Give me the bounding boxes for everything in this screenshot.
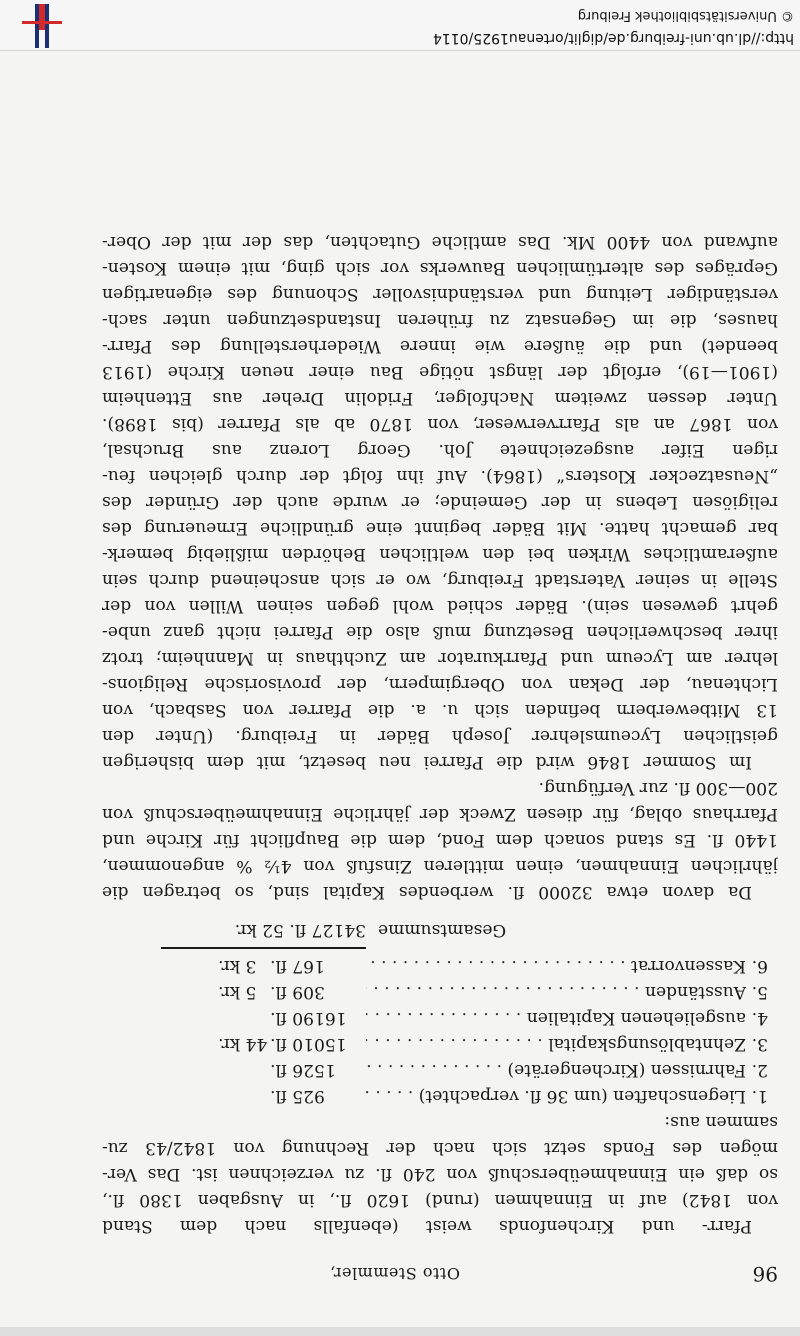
row-label: Liegenschaften (um 36 fl. verpachtet) . . . <box>366 1083 746 1109</box>
text-line: 200—300 fl. zur Verfügung. <box>538 778 778 798</box>
row-florin: 15010 fl. <box>270 1034 347 1054</box>
row-florin: 1526 fl. <box>270 1060 336 1080</box>
table-row <box>102 1083 778 1109</box>
row-kreuzer: 3 kr. <box>218 956 257 976</box>
text-line: Stelle in seiner Vaterstadt Freiburg, wo er sich anscheinend durch sein <box>102 570 778 590</box>
text-line: gehrt gewesen sein). Bäder schied wohl gegen seinen Willen von der <box>102 596 778 616</box>
row-number: 5. <box>751 982 768 1002</box>
text-line: beendet) und die äußere wie innere Wiederherstellung des Pfarr- <box>102 336 778 356</box>
text-line: ihrer beschwerlichen Besetzung muß also die Pfarrei nicht ganz unbe- <box>102 622 778 642</box>
copyright-notice: © Universitätsbibliothek Freiburg <box>577 8 794 23</box>
row-kreuzer <box>218 1083 270 1109</box>
row-florin: 925 fl. <box>270 1086 325 1106</box>
library-logo-icon <box>20 4 64 48</box>
text-line: (1901—19), erfolgt der längst nötige Bau einer neuen Kirche (1913 <box>102 362 778 382</box>
spacer <box>102 905 778 917</box>
table-total-row <box>102 917 778 943</box>
text-line: von 1867 an als Pfarrverweser, von 1870 ab als Pfarrer (bis 1898). <box>102 414 778 434</box>
text-line: Lichtenau, der Dekan von Obergimpern, der provisorische Religions- <box>102 674 778 694</box>
row-number: 4. <box>751 1008 768 1028</box>
row-florin: 167 fl. <box>270 956 325 976</box>
row-number: 1. <box>751 1086 768 1106</box>
text-line: 13 Mitbewerbern befinden sich u. a. die Pfarrer von Sasbach, von <box>102 700 778 720</box>
page-body <box>102 229 778 1239</box>
total-value: 34127 fl. 52 kr. <box>234 920 366 940</box>
row-florin: 309 fl. <box>270 982 325 1002</box>
text-line: 1440 fl. Es stand sonach dem Fond, dem die Baupflicht für Kirche und <box>102 830 778 850</box>
text-line: jährlichen Einnahmen, einen mittleren Zinsfuß von 4½ % angenommen, <box>102 856 778 876</box>
viewer-banner <box>0 0 800 51</box>
assets-table <box>102 917 778 1109</box>
text-line: Da davon etwa 32000 fl. werbendes Kapital sind, so betragen die <box>102 882 752 902</box>
table-row <box>102 979 778 1005</box>
row-number: 3. <box>751 1034 768 1054</box>
text-line: verständiger Leitung und verständnisvoller Schonung des eigenartigen <box>102 284 778 304</box>
page-edge <box>0 1327 800 1336</box>
text-line: Pfarr- und Kirchenfonds weist (ebenfalls nach dem Stand <box>102 1216 752 1236</box>
page-number: 96 <box>752 1262 778 1286</box>
row-label: Fahrnissen (Kirchengeräte) . . . <box>366 1057 746 1083</box>
source-url[interactable]: http://dl.ub.uni-freiburg.de/diglit/ortenau1925/0114 <box>432 30 794 46</box>
text-line: religiösen Lebens in der Gemeinde; er wurde auch der Gründer des <box>102 492 778 512</box>
row-label: Kassenvorrat . . . <box>366 953 746 979</box>
text-line: Pfarrhaus oblag, für diesen Zweck der jährliche Einnahmeüberschuß von <box>102 804 778 824</box>
paragraph-income <box>102 775 778 905</box>
row-kreuzer <box>218 1005 270 1031</box>
row-number: 6. <box>751 956 768 976</box>
text-line: so daß ein Einnahmeüberschuß von 240 fl. zu verzeichnen ist. Das Ver- <box>102 1164 778 1184</box>
row-label: Ausständen . . . <box>366 979 746 1005</box>
text-line: mögen des Fonds setzt sich nach der Rechnung von 1842/43 zu- <box>102 1138 778 1158</box>
text-line: außeramtliches Wirken bei den weltlichen Behörden mißliebig bemerk- <box>102 544 778 564</box>
total-label: Gesamtsumme <box>378 920 507 940</box>
text-line: von 1842) auf in Einnahmen (rund) 1620 fl., in Ausgaben 1380 fl., <box>102 1190 778 1210</box>
text-line: rigen Eifer ausgezeichnete Joh. Georg Lorenz aus Bruchsal, <box>102 440 778 460</box>
row-kreuzer: 44 kr. <box>218 1034 268 1054</box>
row-florin: 16190 fl. <box>270 1008 347 1028</box>
scanned-page <box>0 50 800 1336</box>
text-line: aufwand von 4400 Mk. Das amtliche Gutachten, das der mit der Ober- <box>102 232 778 252</box>
text-line: sammen aus: <box>664 1112 778 1132</box>
table-row <box>102 1057 778 1083</box>
text-line: bar gemacht hatte. Mit Bäder beginnt eine gründliche Erneuerung des <box>102 518 778 538</box>
paragraph-fonds <box>102 1109 778 1239</box>
row-kreuzer: 5 kr. <box>218 982 257 1002</box>
page-header <box>108 1256 778 1286</box>
text-line: „Neusatzecker Klosters“ (1864). Auf ihn folgt der durch gleichen feu- <box>102 466 778 486</box>
text-line: hauses, die im Gegensatz zu früheren Instandsetzungen unter sach- <box>102 310 778 330</box>
text-line: Gepräges des altertümlichen Bauwerks vor sich ging, mit einem Kosten- <box>102 258 778 278</box>
row-kreuzer <box>218 1057 270 1083</box>
table-row <box>102 1005 778 1031</box>
text-line: lehrer am Lyceum und Pfarrkurator am Zuchthaus in Mannheim; trotz <box>102 648 778 668</box>
table-row <box>102 1031 778 1057</box>
text-line: Unter dessen zweitem Nachfolger, Fridolin Dreher aus Ettenheim <box>102 388 778 408</box>
table-row <box>102 953 778 979</box>
text-line: geistlichen Lyceumslehrer Joseph Bäder in Freiburg. (Unter den <box>102 726 778 746</box>
paragraph-pastors <box>102 229 778 775</box>
running-head: Otto Stemmler, <box>329 1264 460 1283</box>
row-number: 2. <box>751 1060 768 1080</box>
sum-rule <box>102 943 778 953</box>
row-label: Zehntablösungskapital . . . <box>366 1031 746 1057</box>
text-line: Im Sommer 1846 wird die Pfarrei neu besetzt, mit dem bisherigen <box>102 752 752 772</box>
row-label: ausgeliehenen Kapitalien . . . <box>366 1005 746 1031</box>
